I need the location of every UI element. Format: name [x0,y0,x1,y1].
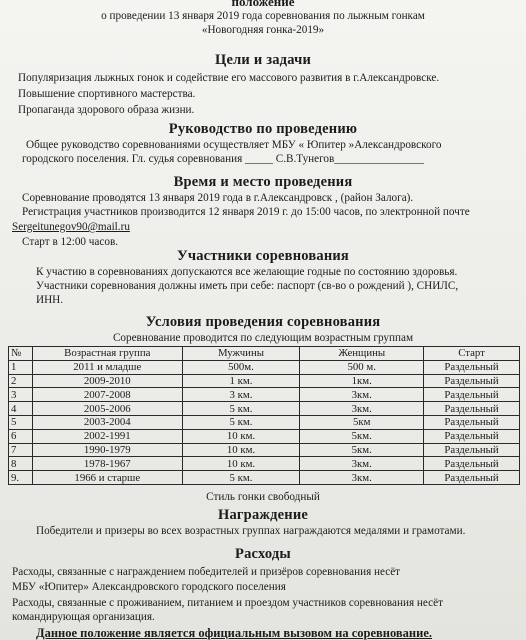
goals-line: Пропаганда здорового образа жизни. [18,104,195,116]
participants-heading: Участники соревнования [177,248,349,264]
header-line-2: «Новогодняя гонка-2019» [201,24,325,36]
table-cell: Раздельный [424,415,520,429]
table-cell: Раздельный [424,443,520,457]
table-row [9,443,520,457]
table-cell: 5км. [300,429,424,443]
table-cell: 1978-1967 [32,457,182,471]
time-place-heading: Время и место проведения [173,174,353,190]
management-line: Общее руководство соревнованиями осуществляет МБУ « Юпитер »Александровского [26,139,442,151]
goals-line: Повышение спортивного мастерства. [18,88,196,100]
time-place-line: Регистрация участников производится 12 января 2019 г. до 15:00 часов, по электронной почте [22,206,470,218]
table-cell: 1966 и старше [32,471,182,485]
column-header: Мужчины [182,347,300,361]
table-cell: 5 [9,415,33,429]
table-cell: Раздельный [424,457,520,471]
table-cell: 4 [9,402,33,416]
table-row [9,415,520,429]
participants-line: ИНН. [36,294,64,306]
table-cell: 5км. [300,443,424,457]
table-row [9,471,520,485]
table-cell: 2005-2006 [32,402,182,416]
official-call-statement: Данное положение является официальным вызовом на соревнование. [36,626,432,640]
goals-line: Популяризация лыжных гонок и содействие его массового развития в г.Александровске. [18,72,440,84]
table-cell: 2009-2010 [32,374,182,388]
column-header: № [9,347,33,361]
table-row [9,388,520,402]
table-cell: 3 [9,388,33,402]
expenses-line: Расходы, связанные с награждением победителей и призёров соревнования несёт [12,566,401,578]
table-cell: 1 [9,360,33,374]
table-cell: Раздельный [424,360,520,374]
participants-line: К участию в соревнованиях допускаются все желающие годные по состоянию здоровья. [36,266,458,278]
expenses-line: командирующая организация. [12,611,155,623]
table-cell: 3 км. [182,388,300,402]
table-cell: Раздельный [424,429,520,443]
table-cell: 5 км. [182,415,300,429]
management-heading: Руководство по проведению [168,121,358,137]
awards-line: Победители и призеры во всех возрастных группах награждаются медалями и грамотами. [36,525,466,537]
table-cell: 1990-1979 [32,443,182,457]
column-header: Женщины [300,347,424,361]
table-cell: Раздельный [424,471,520,485]
table-cell: 1 км. [182,374,300,388]
age-groups-table [8,346,520,485]
awards-heading: Награждение [217,507,309,523]
table-cell: 3км. [300,457,424,471]
time-place-line: Соревнование проводятся 13 января 2019 года в г.Александровск , (район Залога). [22,192,414,204]
table-cell: Раздельный [424,402,520,416]
table-cell: 2011 и младше [32,360,182,374]
table-cell: 10 км. [182,429,300,443]
table-cell: 2003-2004 [32,415,182,429]
contact-email: Sergeitunegov90@mail.ru [12,221,130,233]
conditions-heading: Условия проведения соревнования [145,314,381,330]
table-cell: 500м. [182,360,300,374]
table-cell: Раздельный [424,388,520,402]
expenses-line: Расходы, связанные с проживанием, питанием и проездом участников соревнования несёт [12,597,443,609]
column-header: Старт [424,347,520,361]
expenses-heading: Расходы [235,546,291,562]
goals-heading: Цели и задачи [214,52,312,68]
table-cell: 5км [300,415,424,429]
header-line-1: о проведении 13 января 2019 года соревнования по лыжным гонкам [101,10,425,22]
participants-line: Участники соревнования должны иметь при себе: паспорт (св-во о рождений ), СНИЛС, [36,280,459,292]
table-header-row [9,347,520,361]
table-cell: 2 [9,374,33,388]
table-cell: 8 [9,457,33,471]
management-line: городского поселения. Гл. судья соревнования _____ С.В.Тунегов________________ [22,153,424,165]
table-cell: 7 [9,443,33,457]
table-cell: 500 м. [300,360,424,374]
start-time: Старт в 12:00 часов. [22,236,119,248]
table-cell: 9. [9,471,33,485]
conditions-subtitle: Соревнование проводится по следующим возрастным группам [112,332,414,344]
race-style-note: Стиль гонки свободный [206,491,320,503]
table-cell: 3км. [300,402,424,416]
table-cell: 3км. [300,388,424,402]
table-row [9,429,520,443]
table-cell: 2007-2008 [32,388,182,402]
table-row [9,360,520,374]
table-row [9,457,520,471]
table-cell: 10 км. [182,443,300,457]
table-cell: 2002-1991 [32,429,182,443]
table-cell: 3км. [300,471,424,485]
table-row [9,402,520,416]
table-cell: 1км. [300,374,424,388]
table-cell: 10 км. [182,457,300,471]
table-cell: Раздельный [424,374,520,388]
table-row [9,374,520,388]
expenses-line: МБУ «Юпитер» Александровского городского поселения [12,581,286,593]
table-cell: 5 км. [182,402,300,416]
table-cell: 6 [9,429,33,443]
document-title: положение [231,0,295,9]
column-header: Возрастная группа [32,347,182,361]
table-cell: 5 км. [182,471,300,485]
